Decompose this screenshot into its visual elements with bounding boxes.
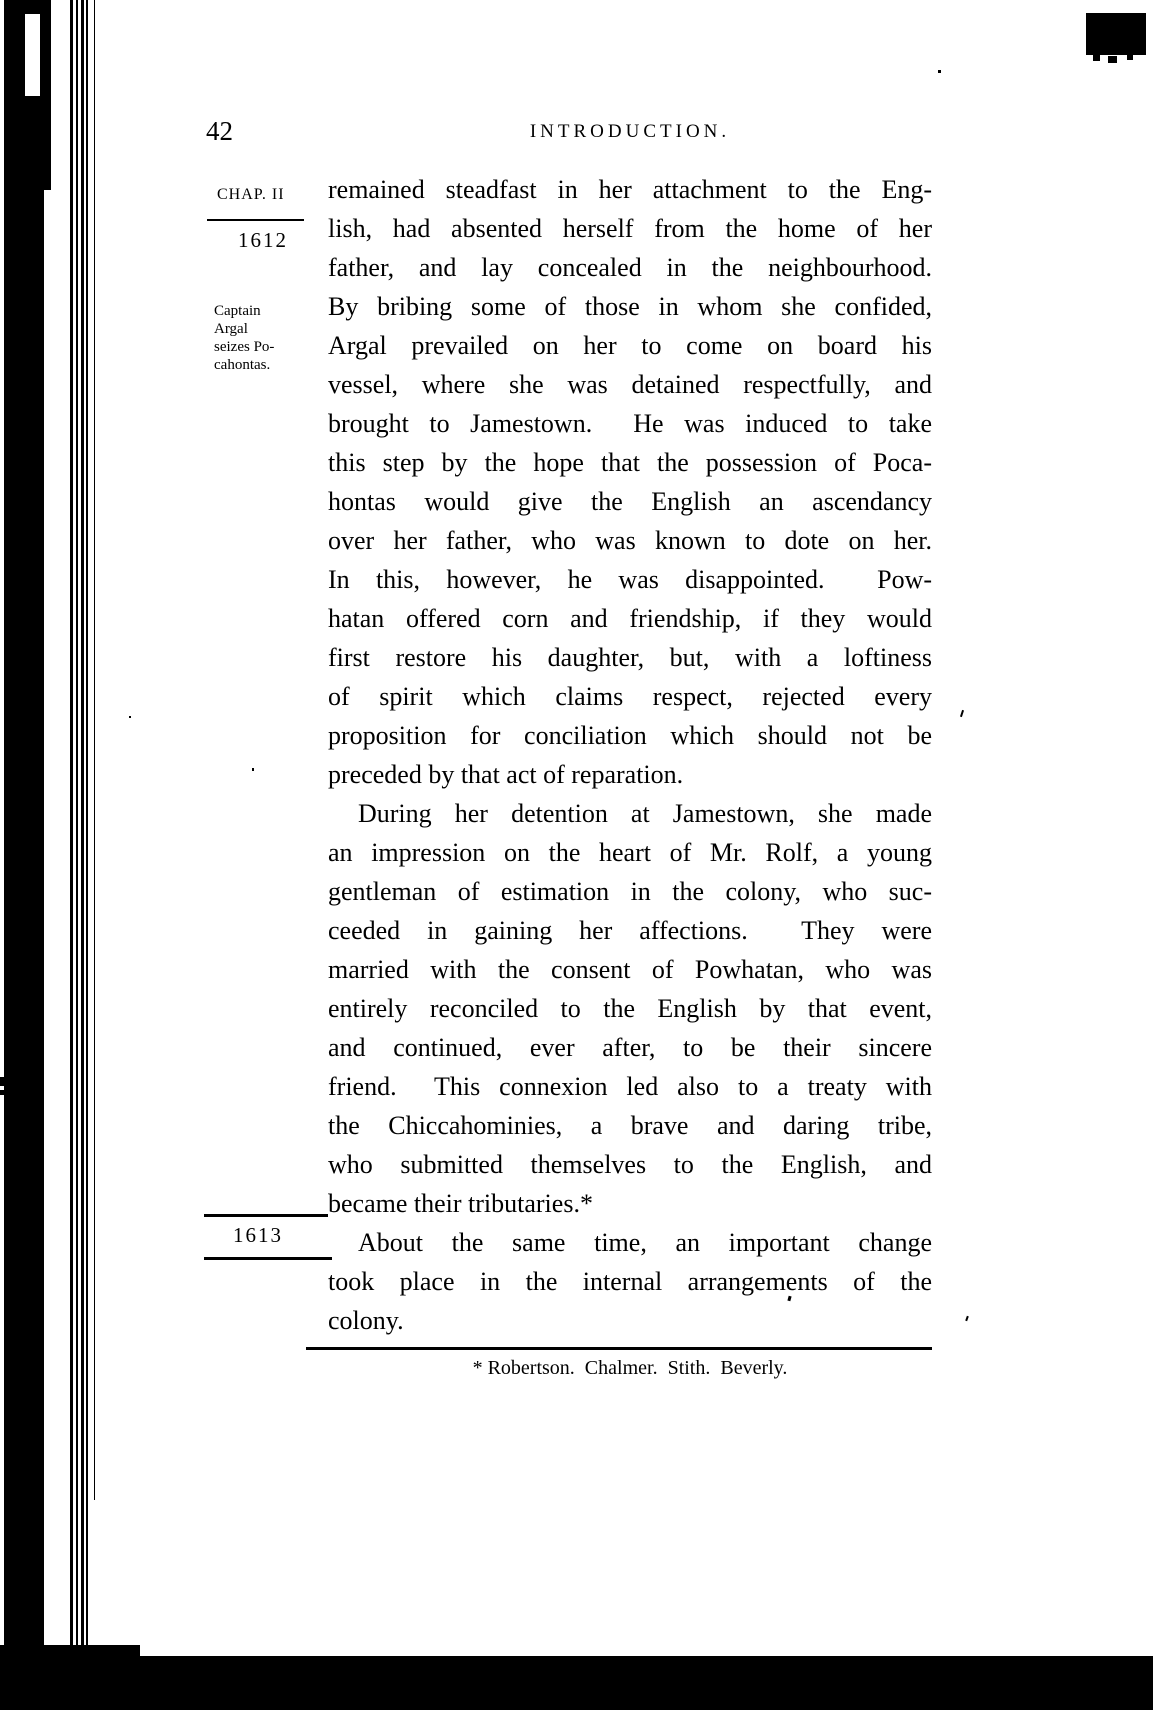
margin-note-line: Captain	[214, 303, 261, 319]
text-line: In this, however, he was disappointed. Pow-	[328, 565, 932, 594]
binding-artifact-slot	[25, 14, 40, 96]
text-line: lish, had absented herself from the home of her	[328, 214, 932, 243]
ink-speck	[252, 768, 254, 771]
bottom-scan-bar	[0, 1656, 1153, 1710]
text-line: brought to Jamestown. He was induced to take	[328, 409, 932, 438]
margin-note-captain-argal	[214, 302, 326, 374]
stamp-artifact-fragment	[1108, 56, 1117, 63]
text-line: preceded by that act of reparation.	[328, 760, 684, 789]
stamp-artifact-fragment	[1093, 55, 1100, 61]
binding-artifact-bar-main	[4, 185, 44, 1660]
binding-artifact-line	[81, 0, 84, 1656]
footnote: * Robertson. Chalmer. Stith. Beverly.	[472, 1357, 788, 1379]
margin-note-line: cahontas.	[214, 357, 271, 373]
text-line: proposition for conciliation which should not be	[328, 721, 932, 750]
text-line: married with the consent of Powhatan, who was	[328, 955, 932, 984]
binding-artifact-line	[86, 0, 88, 1656]
binding-artifact-line	[76, 0, 78, 1656]
text-line: the Chiccahominies, a brave and daring tribe,	[328, 1111, 932, 1140]
footnote-rule	[306, 1347, 932, 1350]
body-text	[328, 170, 932, 1340]
text-line: of spirit which claims respect, rejected every	[328, 682, 932, 711]
text-line: who submitted themselves to the English, and	[328, 1150, 932, 1179]
running-header: INTRODUCTION.	[529, 121, 731, 142]
text-line: first restore his daughter, but, with a loftiness	[328, 643, 932, 672]
chapter-rule	[207, 219, 304, 221]
edge-smudge	[0, 1077, 25, 1086]
text-line: gentleman of estimation in the colony, who suc-	[328, 877, 932, 906]
text-line: friend. This connexion led also to a treaty with	[328, 1072, 932, 1101]
binding-artifact-line	[70, 0, 73, 1656]
text-line: became their tributaries.*	[328, 1189, 593, 1218]
ink-speck	[129, 716, 131, 718]
binding-artifact-hairline	[94, 0, 95, 1500]
text-line: remained steadfast in her attachment to the Eng-	[328, 175, 932, 204]
text-line: took place in the internal arrangements of the	[328, 1267, 932, 1296]
text-line: About the same time, an important change	[358, 1228, 932, 1257]
chapter-label: CHAP. II	[217, 186, 285, 203]
year-rule-top	[204, 1214, 328, 1217]
year-rule-bottom	[204, 1257, 332, 1260]
text-line: By bribing some of those in whom she confided,	[328, 292, 932, 321]
edge-smudge	[0, 1090, 17, 1095]
stamp-artifact-fragment	[1127, 55, 1133, 60]
year-note-1612: 1612	[238, 228, 288, 252]
ink-speck	[960, 710, 964, 717]
stamp-artifact	[1086, 13, 1146, 55]
ink-speck	[938, 70, 941, 73]
text-line: an impression on the heart of Mr. Rolf, a young	[328, 838, 932, 867]
year-note-1613: 1613	[233, 1223, 283, 1247]
text-line: colony.	[328, 1306, 404, 1335]
text-line: vessel, where she was detained respectfully, and	[328, 370, 932, 399]
text-line: and continued, ever after, to be their sincere	[328, 1033, 932, 1062]
text-line: During her detention at Jamestown, she made	[358, 799, 932, 828]
text-line: father, and lay concealed in the neighbourhood.	[328, 253, 932, 282]
margin-note-line: seizes Po-	[214, 339, 275, 355]
text-line: entirely reconciled to the English by that event,	[328, 994, 932, 1023]
margin-note-line: Argal	[214, 321, 248, 337]
text-line: hatan offered corn and friendship, if they would	[328, 604, 932, 633]
text-line: hontas would give the English an ascendancy	[328, 487, 932, 516]
page-number: 42	[206, 116, 233, 146]
text-line: Argal prevailed on her to come on board his	[328, 331, 932, 360]
ink-speck	[965, 1316, 969, 1321]
text-line: over her father, who was known to dote on her.	[328, 526, 932, 555]
text-line: ceeded in gaining her affections. They were	[328, 916, 932, 945]
text-line: this step by the hope that the possession of Poca-	[328, 448, 932, 477]
